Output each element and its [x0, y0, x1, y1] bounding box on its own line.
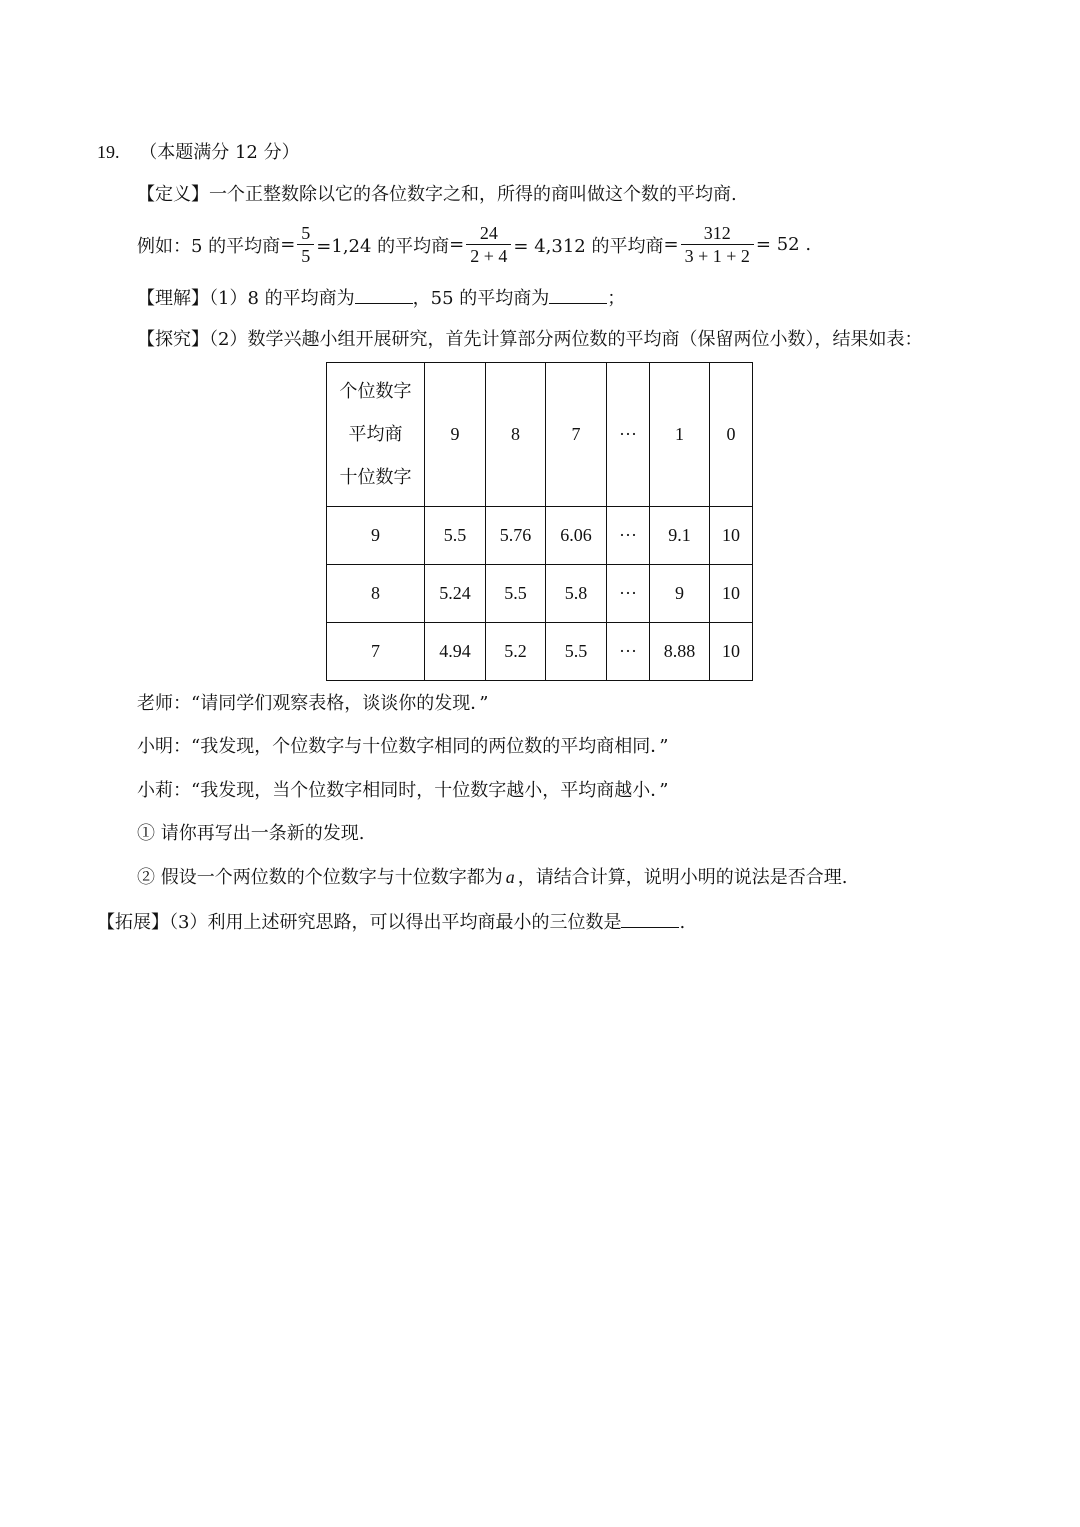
fraction-5-over-5: [297, 222, 314, 267]
understand-part3: ；: [607, 288, 626, 309]
table-cell: 5.24: [425, 565, 486, 623]
definition-text: 一个正整数除以它的各位数字之和，所得的商叫做这个数的平均商.: [209, 184, 737, 205]
example-prefix: 例如：5 的平均商: [137, 235, 281, 257]
teacher-line: 老师：“请同学们观察表格，谈谈你的发现．”: [137, 693, 489, 714]
fraction-24-over-sum: [466, 222, 511, 267]
variable-a: a: [505, 867, 515, 887]
answer-blank-2[interactable]: [549, 285, 607, 304]
column-header: 0: [710, 363, 753, 507]
explore-tag: 【探究】: [137, 329, 209, 350]
table-cell: ···: [607, 565, 650, 623]
column-header: 8: [486, 363, 546, 507]
understand-line: [137, 285, 625, 311]
table-cell: 5.2: [486, 623, 546, 681]
table-row: [327, 507, 753, 565]
question-header: [97, 140, 300, 165]
fraction-denominator: 3 + 1 + 2: [684, 246, 750, 266]
table-cell: 5.5: [486, 565, 546, 623]
extend-tag: 【拓展】: [97, 912, 169, 933]
explore-text: （2）数学兴趣小组开展研究，首先计算部分两位数的平均商（保留两位小数），结果如表：: [209, 329, 923, 350]
table-cell: 5.76: [486, 507, 546, 565]
table-cell: 4.94: [425, 623, 486, 681]
header-line-ones: 个位数字: [339, 381, 412, 402]
fraction-denominator: 2 + 4: [470, 246, 508, 266]
understand-part2: ，55 的平均商为: [412, 288, 550, 309]
understand-part1: （1）8 的平均商为: [209, 288, 355, 309]
table-cell: 5.5: [425, 507, 486, 565]
understand-tag: 【理解】: [137, 288, 209, 309]
table-cell: 8.88: [650, 623, 710, 681]
table-cell: 10: [710, 507, 753, 565]
row-header-tens: 7: [327, 623, 425, 681]
example-mid2: = 4,312 的平均商: [513, 235, 664, 257]
header-line-tens: 十位数字: [339, 467, 412, 488]
column-header: 9: [425, 363, 486, 507]
table-cell: 10: [710, 565, 753, 623]
example-eq3: =: [663, 234, 679, 255]
fraction-312-over-sum: [681, 222, 754, 267]
table-corner-header: [327, 363, 425, 507]
row-header-tens: 9: [327, 507, 425, 565]
table-cell: 5.8: [546, 565, 607, 623]
task-2-pre: ② 假设一个两位数的个位数字与十位数字都为: [137, 867, 503, 888]
xiaoli-line: 小莉：“我发现，当个位数字相同时，十位数字越小，平均商越小．”: [137, 780, 669, 801]
question-score: （本题满分 12 分）: [139, 142, 300, 163]
task-2-line: [137, 865, 847, 890]
question-number: 19.: [97, 142, 120, 162]
table-cell: 6.06: [546, 507, 607, 565]
explore-line: [137, 328, 922, 352]
average-quotient-table: [326, 362, 753, 681]
table-cell: 5.5: [546, 623, 607, 681]
task-1-line: ① 请你再写出一条新的发现.: [137, 823, 365, 844]
table-cell: 9.1: [650, 507, 710, 565]
fraction-numerator: 5: [297, 222, 314, 245]
column-header: 1: [650, 363, 710, 507]
task-2-post: ，请结合计算，说明小明的说法是否合理.: [517, 867, 848, 888]
column-header: 7: [546, 363, 607, 507]
extend-line: [97, 909, 685, 935]
extend-end: .: [679, 912, 686, 933]
column-header: ···: [607, 363, 650, 507]
row-header-tens: 8: [327, 565, 425, 623]
answer-blank-1[interactable]: [355, 285, 413, 304]
table-header-row: [327, 363, 753, 507]
example-line: [137, 222, 811, 267]
example-end: = 52 .: [755, 234, 812, 255]
definition-tag: 【定义】: [137, 184, 209, 205]
xiaoming-line: 小明：“我发现，个位数字与十位数字相同的两位数的平均商相同．”: [137, 736, 669, 757]
answer-blank-3[interactable]: [621, 909, 679, 928]
example-eq1: =: [280, 234, 296, 255]
fraction-numerator: 24: [466, 222, 511, 245]
definition-line: [137, 183, 737, 207]
fraction-denominator: 5: [301, 246, 311, 266]
fraction-numerator: 312: [681, 222, 754, 245]
example-mid1: =1,24 的平均商: [316, 235, 450, 257]
table-cell: ···: [607, 623, 650, 681]
extend-text: （3）利用上述研究思路，可以得出平均商最小的三位数是: [169, 912, 622, 933]
table-row: [327, 565, 753, 623]
table-cell: 9: [650, 565, 710, 623]
table-cell: 10: [710, 623, 753, 681]
table-cell: ···: [607, 507, 650, 565]
table-row: [327, 623, 753, 681]
example-eq2: =: [449, 234, 465, 255]
header-line-avg: 平均商: [348, 424, 403, 445]
